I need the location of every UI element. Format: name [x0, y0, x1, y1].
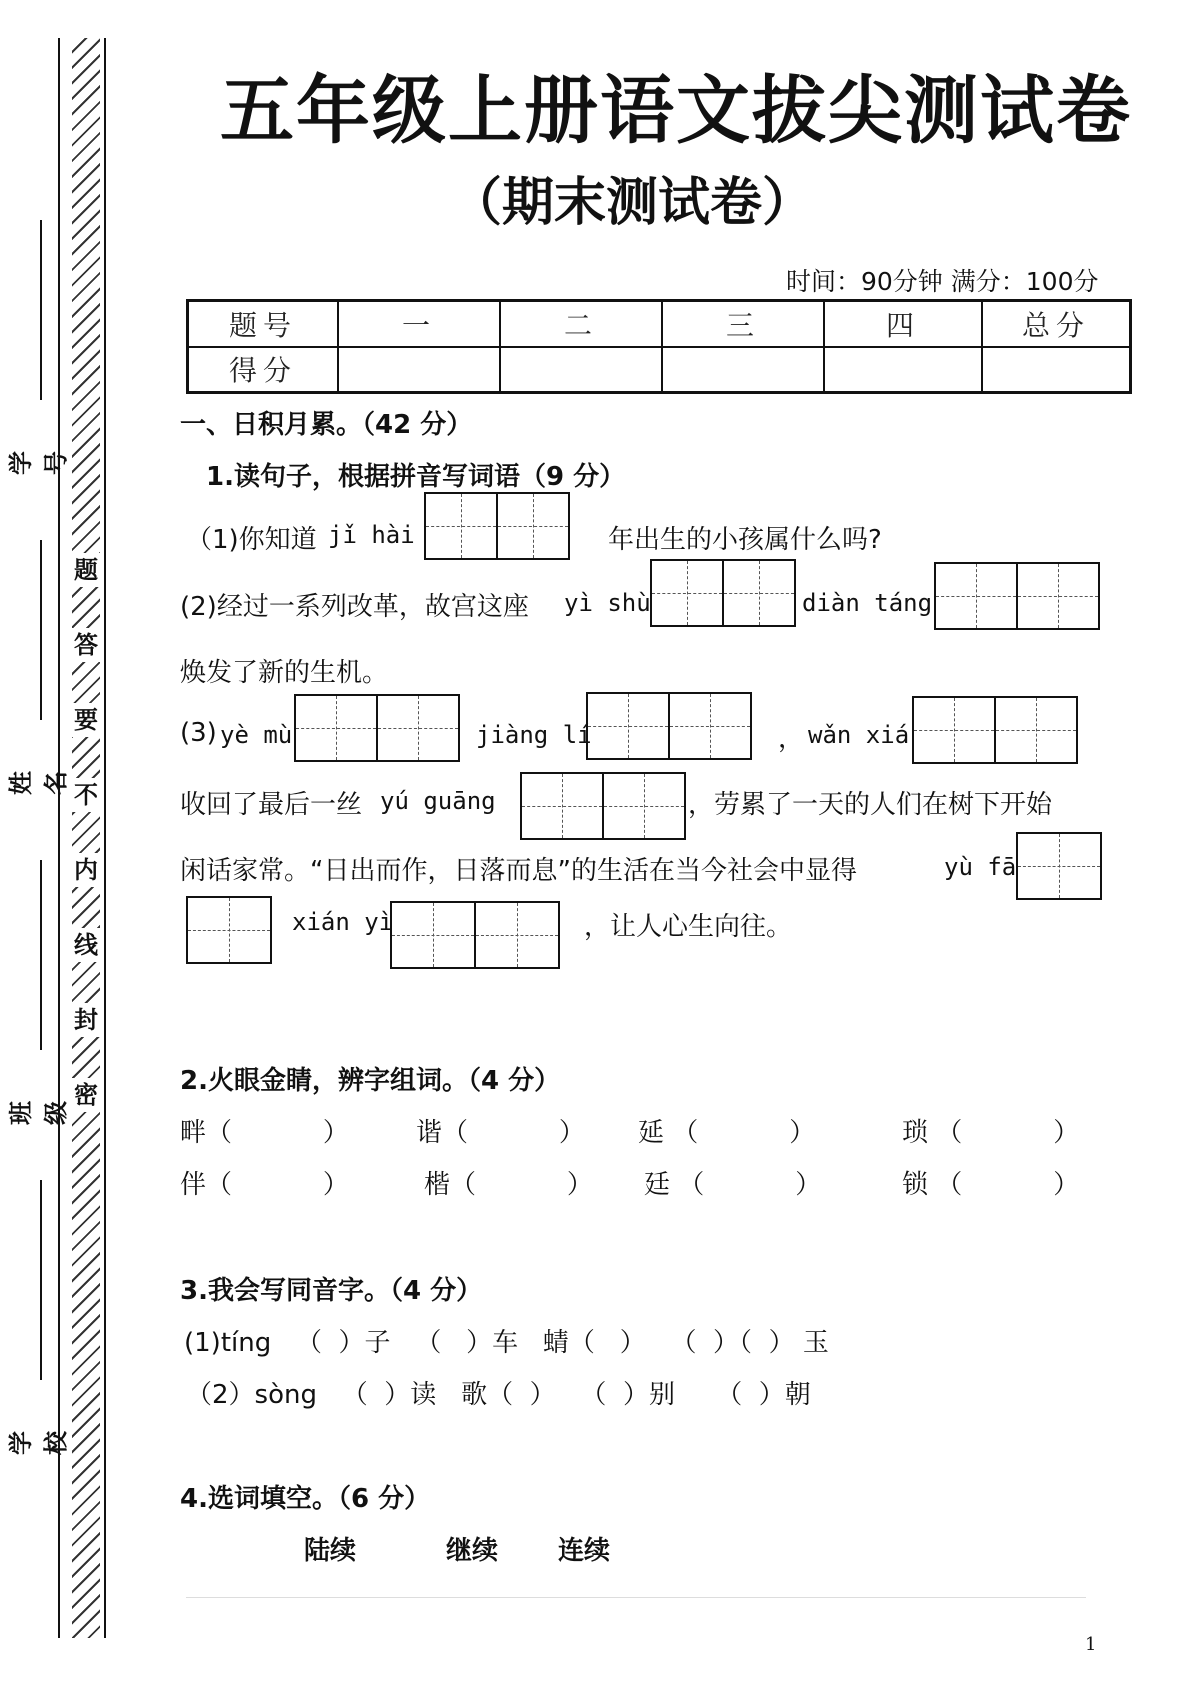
char: 畔	[180, 1118, 207, 1148]
tianzige-box[interactable]	[586, 692, 752, 760]
homophone-line: (1)tíng （ ）子 （ ）车 蜻（ ） （ ）（ ） 玉	[184, 1328, 829, 1358]
pinyin: diàn táng	[802, 589, 933, 617]
footer-divider	[186, 1597, 1086, 1598]
name-line	[40, 540, 42, 720]
question-heading: 1.读句子，根据拼音写词语（9 分）	[206, 462, 626, 492]
pinyin: jǐ hài	[328, 521, 415, 549]
char: 楷	[424, 1170, 451, 1200]
school-label: 学校	[7, 1431, 70, 1455]
student-id-label: 学号	[7, 451, 70, 475]
page-title: 五年级上册语文拔尖测试卷	[220, 68, 1132, 154]
pinyin: wǎn xiá	[808, 721, 910, 749]
tianzige-box[interactable]	[912, 696, 1078, 764]
sentence-text: 收回了最后一丝	[180, 790, 363, 820]
score-cell[interactable]	[824, 347, 982, 393]
score-cell[interactable]	[662, 347, 824, 393]
seal-char: 线	[72, 928, 100, 962]
score-header-cell: 二	[500, 301, 662, 347]
char: 廷	[644, 1170, 671, 1200]
score-table-score-row	[188, 347, 1131, 393]
sentence-text: ，劳累了一天的人们在树下开始	[688, 790, 1053, 820]
punctuation: ，	[778, 724, 805, 754]
char: 锁	[902, 1170, 929, 1200]
sentence-text: 年出生的小孩属什么吗?	[608, 525, 882, 555]
tianzige-box[interactable]	[934, 562, 1100, 630]
tianzige-box[interactable]	[186, 896, 272, 964]
pinyin: yì shù	[564, 589, 651, 617]
score-header-cell: 题号	[188, 301, 339, 347]
question-heading: 2.火眼金睛，辨字组词。（4 分）	[180, 1066, 561, 1096]
page-subtitle: （期末测试卷）	[450, 173, 815, 233]
binding-hatch-strip	[72, 38, 100, 1638]
char: 琐	[902, 1118, 929, 1148]
score-row-label: 得分	[188, 347, 339, 393]
tianzige-box[interactable]	[424, 492, 570, 560]
student-id-line	[40, 220, 42, 400]
char-item: 谐（ ）	[416, 1118, 585, 1148]
tianzige-box[interactable]	[1016, 832, 1102, 900]
tianzige-box[interactable]	[294, 694, 460, 762]
seal-char: 要	[72, 703, 100, 737]
char-item: 琐 （ ）	[902, 1118, 1080, 1148]
tianzige-box[interactable]	[390, 901, 560, 969]
score-table	[186, 299, 1132, 394]
score-cell[interactable]	[500, 347, 662, 393]
pinyin: jiàng lí	[476, 721, 592, 749]
char-item: 楷（ ）	[424, 1170, 593, 1200]
binding-border-left	[58, 38, 60, 1638]
seal-char: 封	[72, 1003, 100, 1037]
char: 延	[638, 1118, 665, 1148]
sentence-text: （1)你知道	[186, 525, 317, 555]
seal-char: 密	[72, 1078, 100, 1112]
pinyin: xián yì	[292, 908, 394, 936]
sentence-text: (2)经过一系列改革，故宫这座	[180, 592, 529, 622]
score-header-cell: 三	[662, 301, 824, 347]
word-option: 继续	[446, 1536, 499, 1566]
seal-char: 不	[72, 778, 100, 812]
seal-char: 答	[72, 628, 100, 662]
score-table-header-row	[188, 301, 1131, 347]
pinyin: yù fā	[944, 853, 1017, 881]
question-heading: 4.选词填空。（6 分）	[180, 1484, 431, 1514]
sentence-text: 闲话家常。“日出而作，日落而息”的生活在当今社会中显得	[180, 856, 857, 886]
score-cell[interactable]	[338, 347, 500, 393]
seal-char: 题	[72, 553, 100, 587]
char: 伴	[180, 1170, 207, 1200]
score-header-cell: 总分	[982, 301, 1131, 347]
class-label: 班级	[7, 1101, 70, 1125]
score-header-cell: 四	[824, 301, 982, 347]
tianzige-box[interactable]	[520, 772, 686, 840]
class-line	[40, 860, 42, 1050]
question-heading: 3.我会写同音字。（4 分）	[180, 1276, 483, 1306]
tianzige-box[interactable]	[650, 559, 796, 627]
score-cell[interactable]	[982, 347, 1131, 393]
name-label: 姓名	[7, 771, 70, 795]
char-item: 畔（ ）	[180, 1118, 349, 1148]
sentence-text: 焕发了新的生机。	[180, 658, 389, 688]
binding-border-right	[104, 38, 106, 1638]
school-line	[40, 1180, 42, 1380]
score-header-cell: 一	[338, 301, 500, 347]
word-option: 连续	[558, 1536, 611, 1566]
homophone-line: （2）sòng （ ）读 歌（ ） （ ）别 （ ）朝	[186, 1380, 811, 1410]
char-item: 伴（ ）	[180, 1170, 349, 1200]
char-item: 廷 （ ）	[644, 1170, 822, 1200]
pinyin: yú guāng	[380, 787, 496, 815]
sentence-text: (3)	[180, 718, 217, 748]
char-item: 延 （ ）	[638, 1118, 816, 1148]
char: 谐	[416, 1118, 443, 1148]
section-heading: 一、日积月累。（42 分）	[180, 410, 473, 440]
char-item: 锁 （ ）	[902, 1170, 1080, 1200]
sentence-text: ，让人心生向往。	[584, 912, 793, 942]
seal-char: 内	[72, 853, 100, 887]
pinyin: yè mù	[220, 721, 293, 749]
exam-meta: 时间：90分钟 满分：100分	[786, 267, 1099, 296]
word-option: 陆续	[304, 1536, 357, 1566]
page-number: 1	[1085, 1634, 1097, 1655]
